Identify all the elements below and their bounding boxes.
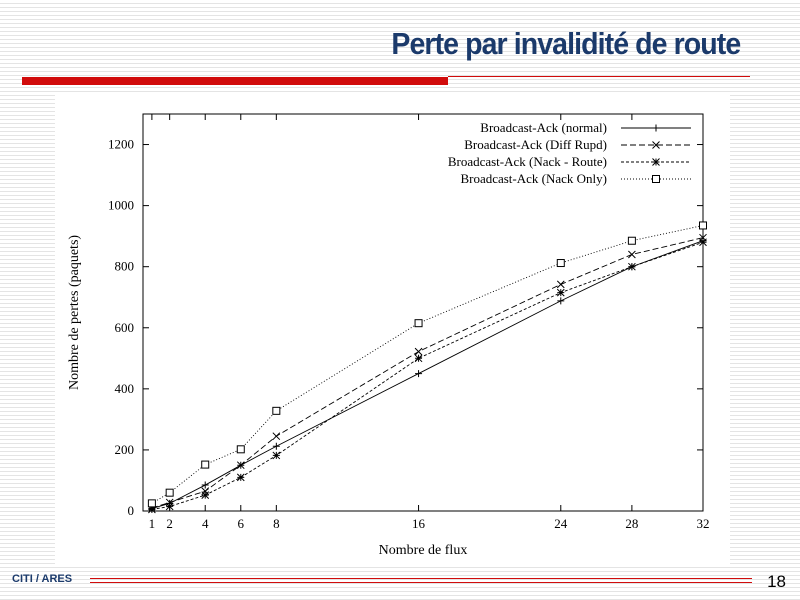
slide-title: Perte par invalidité de route [391, 26, 740, 61]
legend-label: Broadcast-Ack (normal) [480, 120, 607, 135]
series-line-2 [152, 238, 703, 508]
data-point-series-4 [166, 489, 173, 496]
y-tick-label: 200 [114, 441, 134, 457]
data-point-series-3 [628, 263, 635, 270]
chart-panel [55, 92, 730, 566]
line-chart [55, 92, 730, 566]
data-point-series-3 [700, 239, 707, 246]
data-point-series-4 [628, 237, 635, 244]
data-point-series-4 [237, 446, 244, 453]
data-point-series-4 [415, 320, 422, 327]
y-tick-label: 1200 [108, 136, 134, 152]
data-point-series-4 [700, 222, 707, 229]
y-tick-label: 800 [114, 258, 134, 274]
x-tick-label: 16 [412, 516, 426, 531]
data-point-series-4 [557, 260, 564, 267]
data-point-series-3 [237, 474, 244, 481]
plot-frame [143, 114, 703, 511]
x-tick-label: 8 [273, 516, 280, 531]
x-tick-label: 24 [554, 516, 568, 531]
data-point-series-3 [202, 492, 209, 499]
y-tick-label: 1000 [108, 197, 134, 213]
legend-label: Broadcast-Ack (Nack - Route) [447, 154, 607, 169]
data-point-series-3 [557, 289, 564, 296]
data-point-series-4 [148, 500, 155, 507]
data-point-series-1 [557, 297, 564, 304]
x-tick-label: 28 [625, 516, 639, 531]
series-line-1 [152, 241, 703, 509]
data-point-series-2 [273, 433, 280, 440]
data-point-series-1 [202, 482, 209, 489]
legend-label: Broadcast-Ack (Diff Rupd) [464, 137, 607, 152]
footer-label: CITI / ARES [12, 573, 73, 585]
legend-marker [653, 176, 660, 183]
data-point-series-4 [202, 461, 209, 468]
data-point-series-2 [415, 348, 422, 355]
legend-marker [653, 159, 660, 166]
page-number: 18 [767, 572, 786, 591]
x-tick-label: 32 [696, 516, 710, 531]
data-point-series-3 [166, 503, 173, 510]
footer-divider [90, 578, 752, 583]
x-tick-label: 6 [237, 516, 245, 531]
data-point-series-1 [273, 443, 280, 450]
title-divider-line [448, 76, 750, 77]
data-point-series-2 [557, 281, 564, 288]
y-tick-label: 400 [114, 380, 134, 396]
y-tick-label: 600 [114, 319, 134, 335]
data-point-series-2 [628, 251, 635, 258]
data-point-series-3 [415, 355, 422, 362]
data-point-series-1 [415, 370, 422, 377]
legend-marker [653, 125, 660, 132]
data-point-series-4 [273, 407, 280, 414]
x-axis-title: Nombre de flux [378, 543, 468, 558]
x-tick-label: 1 [148, 516, 156, 531]
legend-label: Broadcast-Ack (Nack Only) [460, 171, 607, 186]
data-point-series-3 [273, 452, 280, 459]
title-accent-bar [22, 77, 448, 85]
x-tick-label: 2 [166, 516, 173, 531]
y-axis-title: Nombre de pertes (paquets) [67, 234, 82, 391]
x-tick-label: 4 [201, 516, 209, 531]
y-tick-label: 0 [127, 503, 134, 518]
series-line-4 [152, 225, 703, 503]
